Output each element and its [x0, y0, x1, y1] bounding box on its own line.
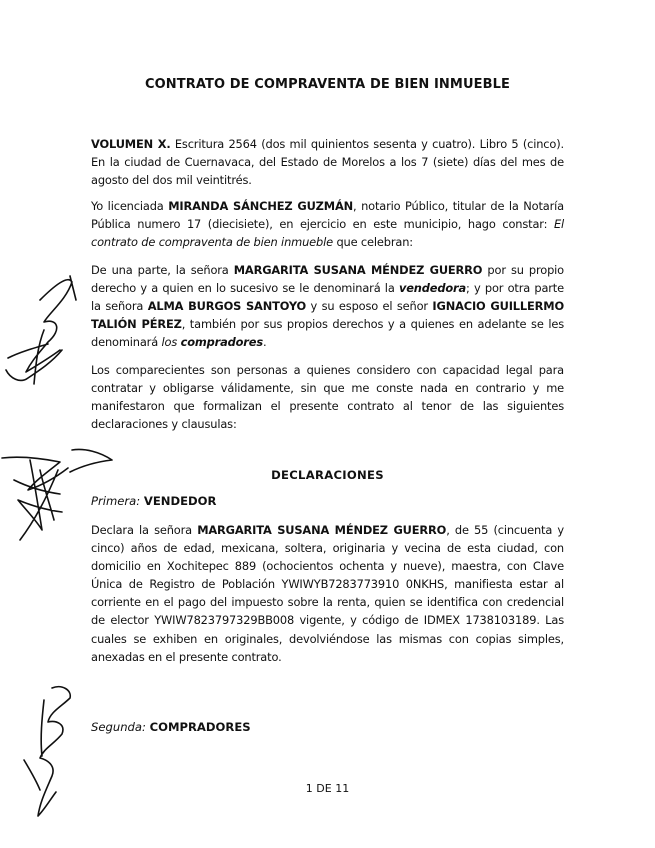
text-span: , de 55 (cincuenta y cinco) años de edad, mexicana, soltera, originaria y vecina de esta ciudad, con domicilio en Xochitepec 889 (ochocientos ochenta y nueve), maestra, con Clave Única de Registro de Población YWIWYB7283773910 0NKHS, manifiesta estar al corriente en el pago del impuesto sobre la renta, quien se identifica con credencial de elector YWIW7823797329BB008 vigente, y código de IDMEX 1738103189. Las cuales se exhiben en originales, devolviéndose las mismas con copias simples, anexadas en el presente contrato. [91, 523, 564, 664]
text-span: , también por sus propios derechos y a quienes en adelante se les denominará [91, 317, 564, 350]
primera-label: Primera: [91, 494, 141, 508]
volumen-text: Escritura 2564 (dos mil quinientos sesenta y cuatro). Libro 5 (cinco). En la ciudad de Cuernavaca, del Estado de Morelos a los 7 (siete) días del mes de agosto del dos mil veintitrés. [91, 137, 565, 188]
signature-2 [2, 449, 112, 540]
seller-name: MARGARITA SUSANA MÉNDEZ GUERRO [233, 263, 483, 277]
page-number: 1 DE 11 [305, 782, 350, 795]
declaraciones-heading: DECLARACIONES [271, 468, 384, 482]
contract-italic: El contrato de compraventa de bien inmueble [91, 217, 564, 250]
text-span: Declara la señora [91, 523, 198, 537]
seller-name-declaration: MARGARITA SUSANA MÉNDEZ GUERRO [197, 523, 447, 537]
paragraph-capacity: Los comparecientes son personas a quienes considero con capacidad legal para contratar y obligarse válidamente, sin que me conste nada en contrario y me manifestaron que formalizan el presente contrato al tenor de las siguientes declaraciones y clausulas: [91, 363, 564, 432]
los-italic: los [161, 335, 181, 350]
notary-name: MIRANDA SÁNCHEZ GUZMÁN [168, 199, 354, 213]
buyer-name-1: ALMA BURGOS SANTOYO [147, 299, 307, 314]
compradores-term: compradores [180, 335, 263, 350]
signature-3 [24, 687, 70, 816]
text-span: por su propio derecho y a quien en lo sucesivo se le denominará la [91, 263, 564, 296]
text-span: ; y por otra parte la señora [91, 281, 564, 314]
segunda-value: COMPRADORES [149, 720, 251, 734]
vendedora-term: vendedora [398, 281, 467, 296]
text-span: De una parte, la señora [91, 263, 234, 277]
segunda-label: Segunda: [91, 720, 146, 734]
text-span: que celebran: [332, 235, 413, 250]
text-span: y su esposo el señor [306, 299, 433, 314]
text-span: . [262, 335, 267, 350]
buyer-name-2: IGNACIO GUILLERMO TALIÓN PÉREZ [91, 299, 564, 332]
text-span: Yo licenciada [91, 199, 169, 213]
text-span: , notario Público, titular de la Notaría Pública numero 17 (diecisiete), en ejercicio en este municipio, hago constar: [91, 199, 565, 232]
volumen-label: VOLUMEN X. [91, 137, 171, 151]
signature-1 [6, 276, 76, 384]
primera-value: VENDEDOR [143, 494, 217, 508]
document-title: CONTRATO DE COMPRAVENTA DE BIEN INMUEBLE [145, 77, 510, 92]
